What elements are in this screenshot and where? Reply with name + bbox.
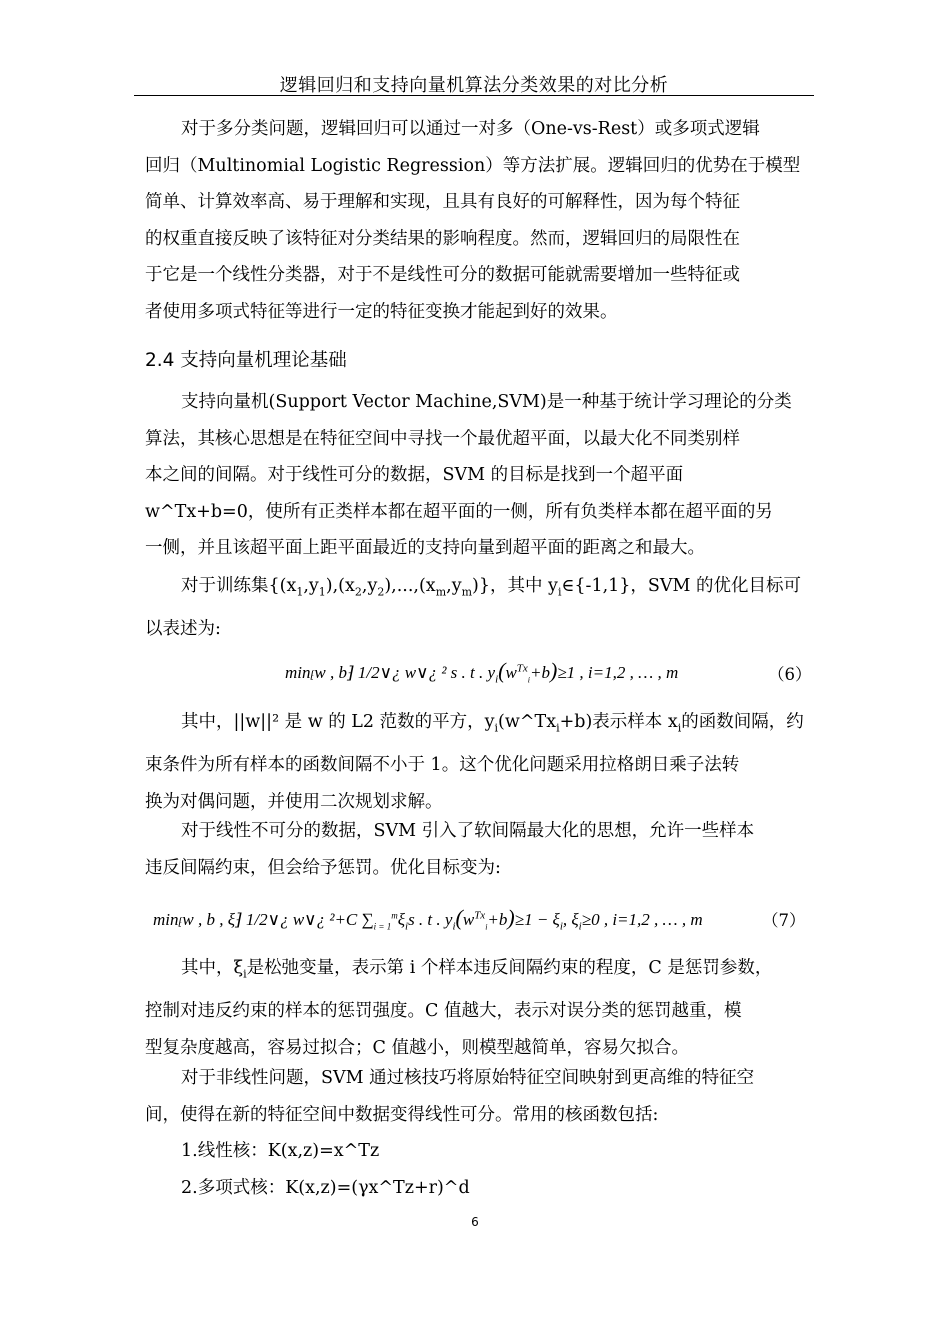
running-header: 逻辑回归和支持向量机算法分类效果的对比分析 [279,75,669,96]
text-line: 间，使得在新的特征空间中数据变得线性可分。常用的核函数包括: [145,1104,659,1125]
text-line: 一侧，并且该超平面上距平面最近的支持向量到超平面的距离之和最大。 [145,538,705,558]
text-line: 其中，||w||² 是 w 的 L2 范数的平方，$y_i(w\^{}Tx_i+b)$表示样本 $x_i$的函数间隔，约 [181,712,804,735]
text-line: 本之间的间隔。对于线性可分的数据，SVM 的目标是找到一个超平面 [145,465,684,485]
paragraph-l2-norm [145,704,810,820]
text-line: 对于线性不可分的数据，SVM 引入了软间隔最大化的思想，允许一些样本 [181,821,755,841]
text-line: w^Tx+b=0，使所有正类样本都在超平面的一侧，所有负类样本都在超平面的另 [145,501,773,522]
equation-7: min⁅w , b , ξ⁆ 1/2∨¿ w∨¿ ²+C $\sum_{i = 1}^m\xi_is$ . t . $y_i(w^{Tx}_i+b)\ge 1 - \xi_i$, $\xi_i\ge 0$ , i=1,2 , … , m [153,905,703,933]
equation-number: （7） [762,911,806,930]
text-line: 违反间隔约束，但会给予惩罚。优化目标变为: [145,857,501,878]
paragraph-soft-margin [145,813,810,886]
kernel-item: 1.线性核：K(x,z)=x^Tz [181,1141,380,1161]
paragraph-training-set [145,568,810,648]
text-line: 束条件为所有样本的函数间隔不小于 1。这个优化问题采用拉格朗日乘子法转 [145,755,740,775]
text-line: 的权重直接反映了该特征对分类结果的影响程度。然而，逻辑回归的局限性在 [145,228,740,249]
text-line: 换为对偶问题，并使用二次规划求解。 [145,791,443,812]
text-line: 以表述为: [145,619,221,639]
text-line: 支持向量机(Support Vector Machine,SVM)是一种基于统计学习理论的分类 [181,392,792,412]
text-line: 对于非线性问题，SVM 通过核技巧将原始特征空间映射到更高维的特征空 [181,1068,755,1088]
text-line: 于它是一个线性分类器，对于不是线性可分的数据可能就需要增加一些特征或 [145,265,740,285]
page-number: 6 [471,1215,479,1229]
section-heading: 2.4 支持向量机理论基础 [145,350,347,371]
text-line: 算法，其核心思想是在特征空间中寻找一个最优超平面，以最大化不同类别样 [145,428,740,449]
text-line: 型复杂度越高，容易过拟合；C 值越小，则模型越简单，容易欠拟合。 [145,1037,689,1058]
paragraph-kernel-trick [145,1060,810,1206]
text-line: 对于多分类问题，逻辑回归可以通过一对多（One-vs-Rest）或多项式逻辑 [181,119,760,139]
text-line: 者使用多项式特征等进行一定的特征变换才能起到好的效果。 [145,301,618,322]
text-line: 简单、计算效率高、易于理解和实现，且具有良好的可解释性，因为每个特征 [145,192,740,212]
text-line: 回归（Multinomial Logistic Regression）等方法扩展。逻辑回归的优势在于模型 [145,155,801,176]
text-line: 其中，$\xi_i$是松弛变量，表示第 i 个样本违反间隔约束的程度，C 是惩罚参数， [181,958,773,981]
paragraph-slack-variable [145,950,810,1066]
paragraph-svm-intro [145,384,810,567]
kernel-item: 2.多项式核：K(x,z)=(γx^Tz+r)^d [181,1177,470,1198]
text-line: 对于训练集$\{(x_1,y_1),(x_2,y_2),...,(x_m,y_m)\}$，其中 $y_i\in\{-1,1\}$，SVM 的优化目标可 [181,576,802,599]
header-rule [134,95,814,96]
equation-number: （6） [768,665,812,684]
equation-6: min⁅w , b⁆ 1/2∨¿ w∨¿ ² s . t . $y_i(w^{Tx}_i+b)\ge 1$ , i=1,2 , … , m [285,658,679,686]
paragraph-multiclass [145,111,810,330]
text-line: 控制对违反约束的样本的惩罚强度。C 值越大，表示对误分类的惩罚越重，模 [145,1001,742,1021]
